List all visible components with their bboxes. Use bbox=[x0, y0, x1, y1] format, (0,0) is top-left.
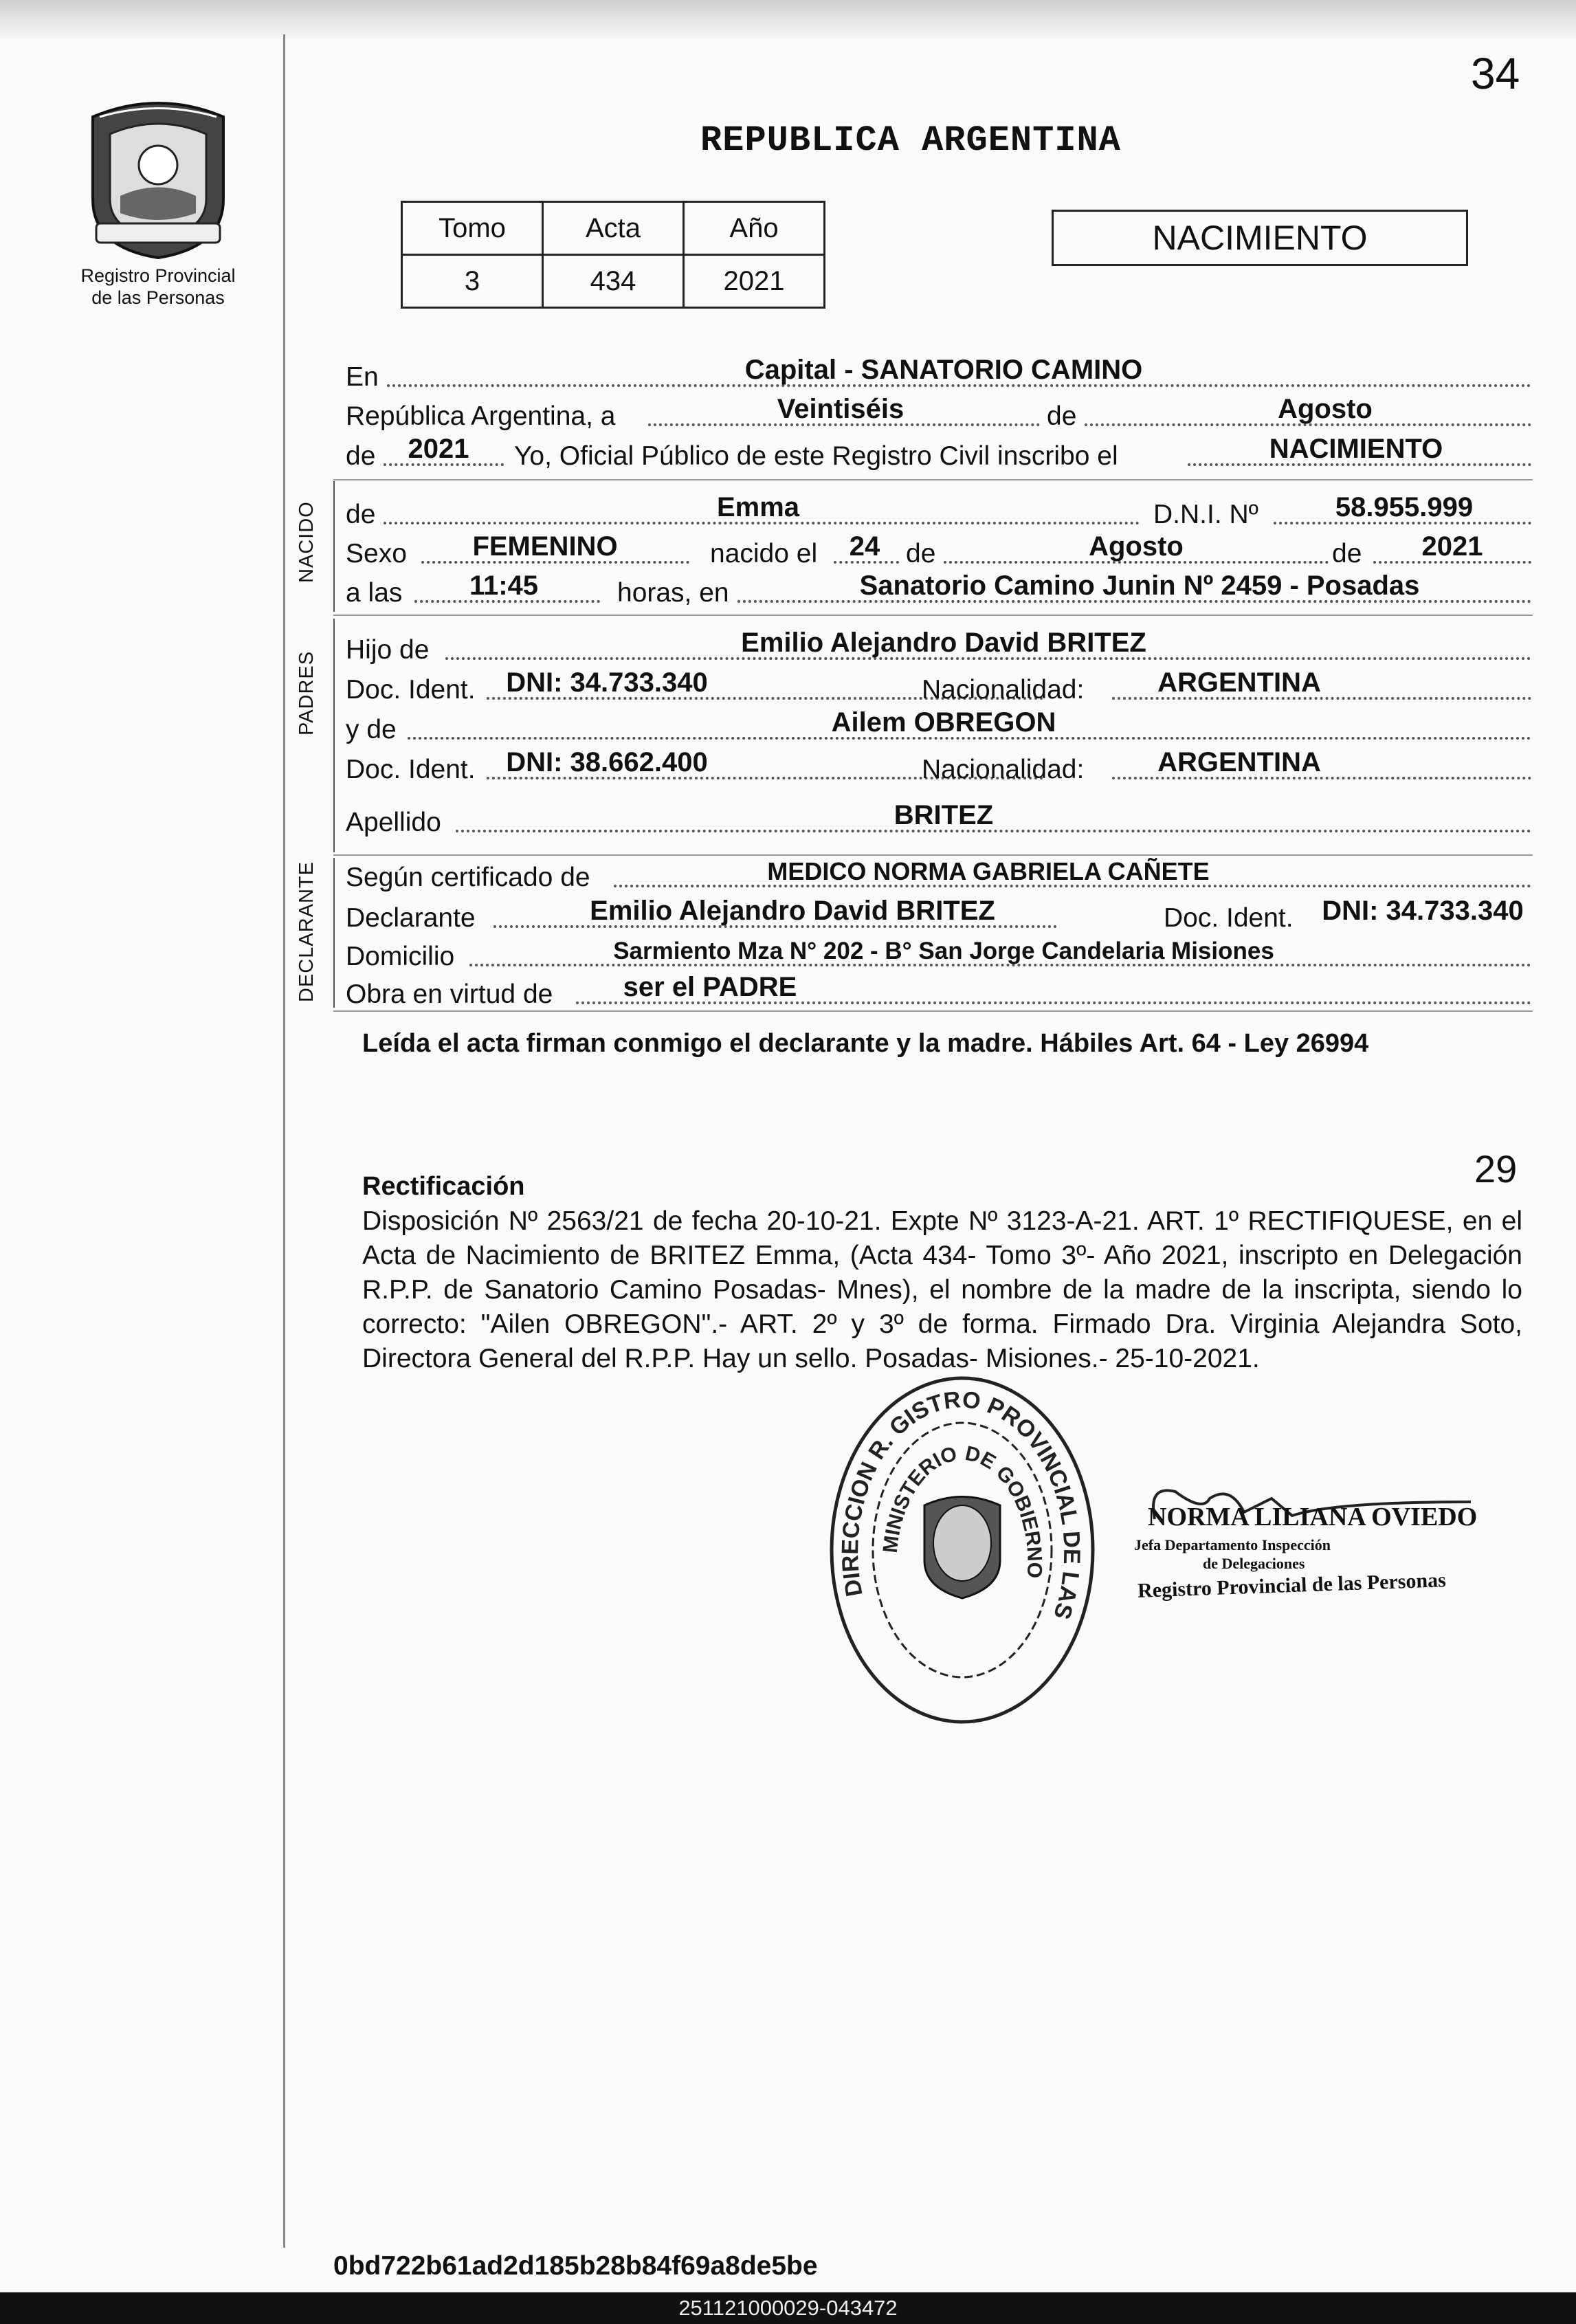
document-hash: 0bd722b61ad2d185b28b84f69a8de5be bbox=[333, 2251, 818, 2281]
label-en: En bbox=[346, 362, 379, 392]
label-certificado: Según certificado de bbox=[346, 863, 590, 892]
value-certificado: MEDICO NORMA GABRIELA CAÑETE bbox=[767, 857, 1210, 885]
stamp-outer-text: DIRECCION R. GISTRO PROVINCIAL DE LAS bbox=[837, 1386, 1085, 1623]
label-a-las: a las bbox=[346, 578, 403, 608]
closing-text: Leída el acta firman conmigo el declarante y la madre. Hábiles Art. 64 - Ley 26994 bbox=[362, 1029, 1369, 1058]
label-declarante-doc: Doc. Ident. bbox=[1164, 903, 1294, 933]
margin-rule bbox=[283, 34, 285, 2248]
label-domicilio: Domicilio bbox=[346, 942, 455, 971]
value-domicilio: Sarmiento Mza N° 202 - B° San Jorge Candelaria Misiones bbox=[613, 938, 1274, 964]
label-nacido-el: nacido el bbox=[710, 539, 818, 568]
value-mother: Ailem OBREGON bbox=[831, 707, 1056, 738]
label-y-de: y de bbox=[346, 715, 397, 744]
registry-name-line2: de las Personas bbox=[91, 287, 225, 308]
value-birth-month: Agosto bbox=[1089, 531, 1184, 562]
label-declarante: Declarante bbox=[346, 903, 476, 933]
value-declarante-doc: DNI: 34.733.340 bbox=[1322, 896, 1524, 926]
row-hijo bbox=[346, 627, 1531, 665]
row-madre bbox=[346, 707, 1531, 745]
separator bbox=[333, 479, 1533, 480]
value-acta: 434 bbox=[543, 255, 684, 308]
value-time: 11:45 bbox=[469, 571, 539, 601]
value-mother-nat: ARGENTINA bbox=[1157, 747, 1321, 777]
row-year bbox=[346, 433, 1531, 472]
value-declarante: Emilio Alejandro David BRITEZ bbox=[590, 896, 995, 926]
value-anio: 2021 bbox=[684, 255, 825, 308]
section-label-padres: PADRES bbox=[296, 650, 318, 735]
record-type-box: NACIMIENTO bbox=[1052, 210, 1468, 266]
section-label-declarante: DECLARANTE bbox=[296, 861, 318, 1002]
rectificacion-heading: Rectificación bbox=[362, 1172, 525, 1201]
header-acta: Acta bbox=[543, 202, 684, 255]
value-sexo: FEMENINO bbox=[472, 531, 618, 562]
value-name: Emma bbox=[716, 492, 800, 522]
row-obra bbox=[346, 971, 1531, 1010]
value-day: Veintiséis bbox=[777, 394, 904, 424]
header-anio: Año bbox=[684, 202, 825, 255]
scan-shadow bbox=[0, 0, 1576, 41]
section-rule bbox=[333, 619, 335, 852]
value-birth-day: 24 bbox=[849, 531, 880, 562]
value-tomo: 3 bbox=[402, 255, 543, 308]
row-certificado bbox=[346, 854, 1531, 893]
footer-code: 251121000029-043472 bbox=[678, 2296, 898, 2320]
row-name bbox=[346, 491, 1531, 530]
value-birth-year: 2021 bbox=[1421, 531, 1483, 562]
value-obra: ser el PADRE bbox=[623, 972, 797, 1002]
value-year: 2021 bbox=[408, 434, 469, 464]
signer-name: NORMA LILIANA OVIEDO bbox=[1148, 1503, 1478, 1531]
label-nacionalidad: Nacionalidad: bbox=[922, 675, 1085, 705]
signature-block bbox=[1127, 1471, 1485, 1629]
section-label-nacido: NACIDO bbox=[296, 501, 318, 583]
row-sexo bbox=[346, 531, 1531, 569]
header-tomo: Tomo bbox=[402, 202, 543, 255]
label-doc-ident: Doc. Ident. bbox=[346, 675, 476, 705]
label-nacionalidad: Nacionalidad: bbox=[922, 755, 1085, 784]
record-table bbox=[401, 201, 825, 309]
label-de: de bbox=[1047, 401, 1077, 431]
label-de-name: de bbox=[346, 500, 376, 529]
footer-bar bbox=[0, 2292, 1576, 2324]
value-father-nat: ARGENTINA bbox=[1157, 667, 1321, 698]
value-en: Capital - SANATORIO CAMINO bbox=[744, 355, 1143, 385]
value-month: Agosto bbox=[1278, 394, 1373, 424]
label-sexo: Sexo bbox=[346, 539, 407, 568]
label-hijo: Hijo de bbox=[346, 635, 430, 665]
value-mother-doc: DNI: 38.662.400 bbox=[506, 747, 708, 777]
document-title: REPUBLICA ARGENTINA bbox=[700, 120, 1121, 161]
row-hora bbox=[346, 570, 1531, 608]
value-father: Emilio Alejandro David BRITEZ bbox=[741, 628, 1146, 658]
separator bbox=[333, 1010, 1533, 1012]
label-de-day: de bbox=[906, 539, 936, 568]
label-apellido: Apellido bbox=[346, 808, 441, 837]
label-yo: Yo, Oficial Público de este Registro Civil inscribo el bbox=[514, 441, 1118, 471]
rectificacion-number: 29 bbox=[1474, 1147, 1518, 1191]
row-mother-doc bbox=[346, 746, 1531, 785]
label-year-prefix: de bbox=[346, 441, 376, 471]
label-republica: República Argentina, a bbox=[346, 401, 616, 431]
official-stamp bbox=[821, 1368, 1110, 1732]
section-rule bbox=[333, 858, 335, 1008]
label-dni: D.N.I. Nº bbox=[1153, 500, 1258, 529]
value-dni: 58.955.999 bbox=[1335, 492, 1474, 522]
value-place: Sanatorio Camino Junin Nº 2459 - Posadas bbox=[859, 571, 1420, 601]
label-doc-ident: Doc. Ident. bbox=[346, 755, 476, 784]
label-de-month: de bbox=[1332, 539, 1362, 568]
label-horas: horas, en bbox=[617, 578, 729, 608]
row-father-doc bbox=[346, 667, 1531, 705]
separator bbox=[333, 615, 1533, 616]
row-en bbox=[346, 354, 1531, 392]
page-number: 34 bbox=[1471, 49, 1520, 98]
signer-role-line2: de Delegaciones bbox=[1203, 1555, 1305, 1572]
signer-role-line1: Jefa Departamento Inspección bbox=[1134, 1536, 1331, 1553]
row-republica bbox=[346, 393, 1531, 432]
signer-org: Registro Provincial de las Personas bbox=[1137, 1569, 1447, 1602]
row-declarante bbox=[346, 895, 1531, 933]
registry-name-line1: Registro Provincial bbox=[80, 265, 236, 286]
value-father-doc: DNI: 34.733.340 bbox=[506, 667, 708, 698]
rectificacion-body: Disposición Nº 2563/21 de fecha 20-10-21. Expte Nº 3123-A-21. ART. 1º RECTIFIQUESE, en el Acta de Nacimiento de BRITEZ Emma, (Acta 434- Tomo 3º- Año 2021, inscripto en Delegación R.P.P. de Sanatorio Camino Posadas- Mnes), el nombre de la madre de la inscripta, siendo lo correcto: "Ailen OBREGON".- ART. 2º y 3º de forma. Firmado Dra. Virginia Alejandra Soto, Directora General del R.P.P. Hay un sello. Posadas- Misiones.- 25-10-2021. bbox=[362, 1206, 1522, 1373]
section-rule bbox=[333, 481, 335, 612]
row-apellido bbox=[346, 799, 1531, 838]
registry-name bbox=[48, 265, 268, 309]
value-apellido: BRITEZ bbox=[894, 800, 994, 830]
label-obra: Obra en virtud de bbox=[346, 980, 553, 1009]
stamp-inner-text: MINISTERIO DE GOBIERNO bbox=[878, 1441, 1046, 1579]
row-domicilio bbox=[346, 933, 1531, 972]
value-acto: NACIMIENTO bbox=[1269, 434, 1443, 464]
